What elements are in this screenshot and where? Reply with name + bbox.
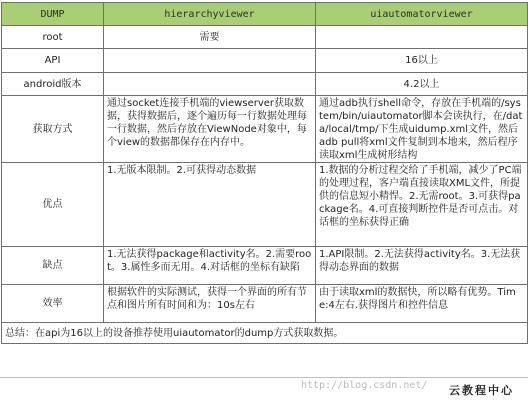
table-row-efficiency — [2, 285, 528, 323]
row-label-advantages: 优点 — [2, 163, 104, 247]
hierarchy-method-cell: 通过socket连接手机端的viewserver获取数据，获得数据后，逐个遍历每一行数据处理每一行数据，然后存放在ViewNode对象中，每个view的数据都保存在内存中。 — [104, 96, 316, 163]
hierarchy-android-cell — [104, 73, 316, 96]
header-uiautomatorviewer: uiautomatorviewer — [316, 3, 528, 26]
row-label-android-version: android版本 — [2, 73, 104, 96]
table-row-disadvantages — [2, 247, 528, 285]
row-label-efficiency: 效率 — [2, 285, 104, 323]
uiautomator-advantages-cell: 1.数据的分析过程交给了手机端，减少了PC端的处理过程，客户端直接读取XML文件，所提供的信息短小精悍。2.无需root。3.可获得package名。4.可直接判断控件是否可点击。对话框的坐标获得正确 — [316, 163, 528, 247]
table-row-advantages — [2, 163, 528, 247]
hierarchy-api-cell — [104, 49, 316, 73]
hierarchy-root-cell: 需要 — [104, 26, 316, 49]
hierarchy-disadvantages-cell: 1.无法获得package和activity名。2.需要root。3.属性多而无用。4.对话框的坐标有缺陷 — [104, 247, 316, 285]
watermark-url: http://blog.csdn.net/ — [301, 380, 428, 391]
row-label-api: API — [2, 49, 104, 73]
table-row-root — [2, 26, 528, 49]
brand-logo-text: 云教程中心 — [449, 384, 514, 397]
summary-text: 总结：在api为16以上的设备推荐使用uiautomator的dump方式获取数据。 — [2, 323, 528, 344]
header-dump: DUMP — [2, 3, 104, 26]
header-row — [2, 3, 528, 26]
uiautomator-root-cell — [316, 26, 528, 49]
row-label-disadvantages: 缺点 — [2, 247, 104, 285]
row-label-method: 获取方式 — [2, 96, 104, 163]
table-row-api — [2, 49, 528, 73]
uiautomator-method-cell: 通过adb执行shell命令，存放在手机端的/system/bin/uiautomator脚本会读执行，在/data/local/tmp/下生成uidump.xml文件，然后adb pull将xml文件复制到本地来，然后程序读取xml生成树形结构 — [316, 96, 528, 163]
dump-comparison-table — [1, 2, 528, 344]
uiautomator-disadvantages-cell: 1.API限制。2.无法获得activity名。3.无法获得动态界面的数据 — [316, 247, 528, 285]
footer-divider — [0, 377, 528, 378]
hierarchy-advantages-cell: 1.无版本限制。2.可获得动态数据 — [104, 163, 316, 247]
header-hierarchyviewer: hierarchyviewer — [104, 3, 316, 26]
table-row-method — [2, 96, 528, 163]
uiautomator-android-cell: 4.2以上 — [316, 73, 528, 96]
table-row-android-version — [2, 73, 528, 96]
uiautomator-efficiency-cell: 由于读取xml的数据快，所以略有优势。Time:4左右.获得图片和控件信息 — [316, 285, 528, 323]
uiautomator-api-cell: 16以上 — [316, 49, 528, 73]
hierarchy-efficiency-cell: 根据软件的实际测试，获得一个界面的所有节点和图片所有时间和为：10s左右 — [104, 285, 316, 323]
row-label-root: root — [2, 26, 104, 49]
table-row-summary — [2, 323, 528, 344]
